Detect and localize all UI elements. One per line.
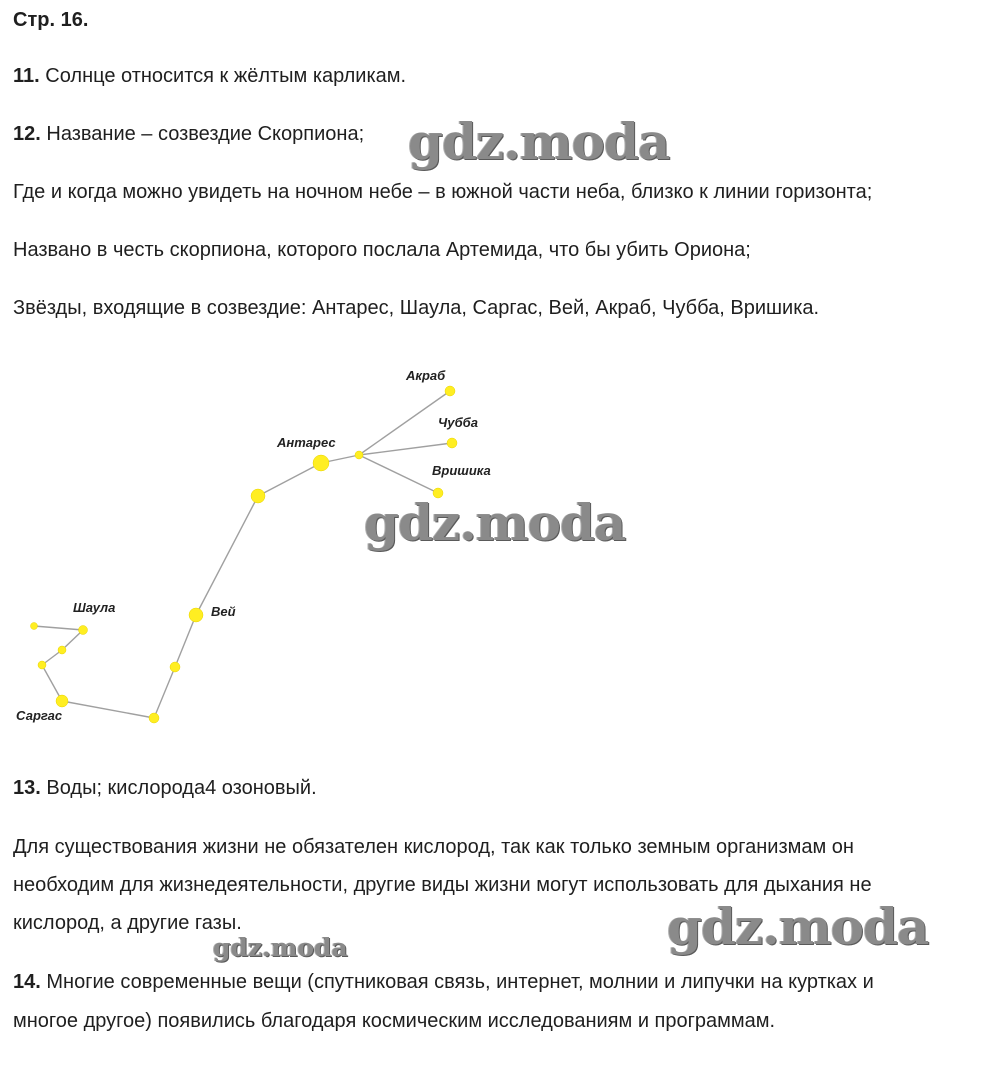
star-chubba (447, 438, 457, 448)
star (251, 489, 265, 503)
star (58, 646, 66, 654)
line-antares-star (258, 463, 321, 496)
answer-12-line-4: Звёзды, входящие в созвездие: Антарес, Шаула, Саргас, Вей, Акраб, Чубба, Вришика. (13, 297, 820, 319)
label-vrishika: Вришика (432, 463, 491, 478)
answer-number: 12. (13, 123, 41, 145)
answer-13-line-3: необходим для жизнедеятельности, другие виды жизни могут использовать для дыхания не (13, 874, 872, 896)
line-star-vei (196, 496, 258, 615)
answer-number: 11. (13, 65, 40, 87)
star-junction (355, 451, 363, 459)
answer-14-line-1 (13, 963, 874, 1001)
watermark-logo: gdz.moda (667, 897, 929, 956)
star-antares (313, 455, 329, 471)
label-akrab: Акраб (406, 368, 446, 383)
star (31, 623, 38, 630)
line-star-star (154, 667, 175, 718)
answer-text: Воды; кислорода4 озоновый. (46, 777, 317, 799)
watermark-logo: gdz.moda (364, 493, 626, 552)
answer-text: Название – созвездие Скорпиона; (46, 123, 365, 145)
star (149, 713, 159, 723)
label-shaula: Шаула (73, 600, 116, 615)
label-sargas: Саргас (16, 708, 63, 723)
star (170, 662, 180, 672)
answer-11 (13, 57, 406, 95)
label-antares: Антарес (277, 435, 336, 450)
line-vrishika-junction (359, 455, 438, 493)
line-vei-star (175, 615, 196, 667)
answer-12-line-1 (13, 115, 364, 153)
star-vei (189, 608, 203, 622)
star (38, 661, 46, 669)
label-chubba: Чубба (438, 415, 478, 430)
star-sargas (56, 695, 68, 707)
answer-text: Солнце относится к жёлтым карликам. (45, 65, 407, 87)
answer-14-line-2: многое другое) появились благодаря космическим исследованиям и программам. (13, 1010, 776, 1032)
answer-13-line-1 (13, 769, 317, 807)
line-star-sargas (62, 701, 154, 718)
stars (31, 386, 458, 723)
star-akrab (445, 386, 455, 396)
page-heading: Стр. 16. (13, 9, 89, 31)
answer-text: Многие современные вещи (спутниковая связь, интернет, молнии и липучки на куртках и (46, 971, 874, 993)
answer-13-line-2: Для существования жизни не обязателен кислород, так как только земным организмам он (13, 836, 854, 858)
answer-number: 13. (13, 777, 41, 799)
answer-13-line-4: кислород, а другие газы. (13, 912, 242, 934)
answer-12-line-2: Где и когда можно увидеть на ночном небе – в южной части неба, близко к линии горизонта; (13, 181, 873, 203)
label-vei: Вей (211, 604, 236, 619)
line-shaula-star (34, 626, 83, 630)
watermark-logo: gdz.moda (213, 933, 348, 962)
star-shaula (79, 626, 88, 635)
constellation-lines (34, 391, 452, 718)
watermark-logo: gdz.moda (408, 112, 670, 171)
answer-12-line-3: Названо в честь скорпиона, которого послала Артемида, что бы убить Ориона; (13, 239, 751, 261)
answer-number: 14. (13, 971, 41, 993)
